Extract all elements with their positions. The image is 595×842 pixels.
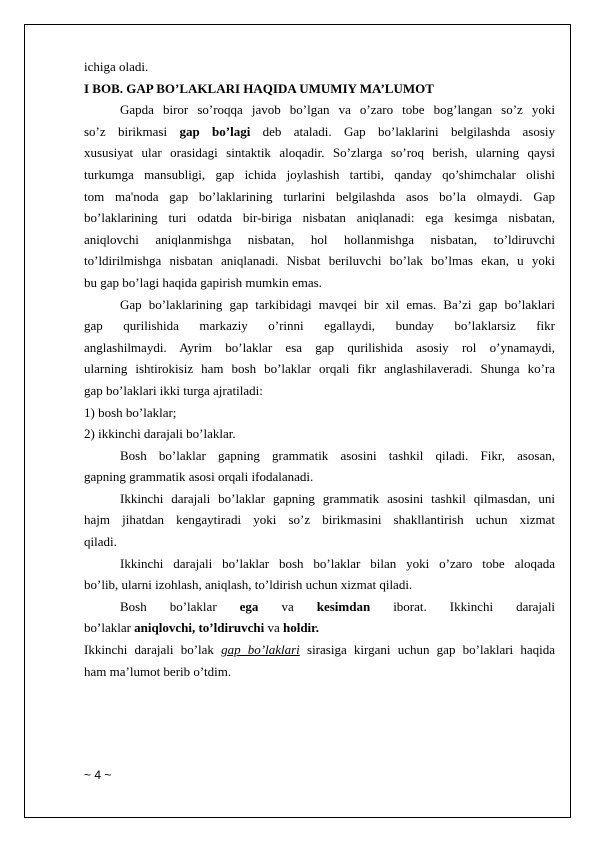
paragraph-line: to’ldirilmishga nisbatan aniqlanadi. Nisbat beriluvchi bo’lak bo’lmas ekan, u yoki <box>84 253 555 269</box>
paragraph-line: qiladi. <box>84 534 117 550</box>
bold-term: ega <box>239 598 259 614</box>
text-run: iborat. Ikkinchi darajali <box>393 598 556 614</box>
paragraph-line: bu gap bo’lagi haqida gapirish mumkin emas. <box>84 274 322 290</box>
paragraph-line <box>84 617 555 639</box>
paragraph-line: turkumga mansubligi, gap ichida joylashish tartibi, qanday qo’shimchalar olishi <box>84 166 555 182</box>
bold-term: holdir. <box>282 620 319 636</box>
paragraph-line: bo’lib, ularni izohlash, aniqlash, to’ldirish uchun xizmat qiladi. <box>84 577 413 593</box>
text-run: Bosh bo’laklar <box>120 598 217 614</box>
text-run: Ikkinchi darajali bo’lak <box>84 642 214 658</box>
list-item: 1) bosh bo’laklar; <box>84 404 177 420</box>
bold-term: aniqlovchi, to’ldiruvchi <box>134 620 265 636</box>
document-body <box>84 56 555 682</box>
paragraph-line: tom ma'noda gap bo’laklarining turlarini belgilashda asos bo’la olmaydi. Gap <box>84 188 555 204</box>
paragraph-line: Bosh bo’laklar gapning grammatik asosini tashkil qiladi. Fikr, asosan, <box>120 447 555 463</box>
bold-term: gap bo’lagi <box>179 123 251 139</box>
paragraph-line: ham ma’lumot berib o’tdim. <box>84 663 232 679</box>
text-run: deb ataladi. Gap bo’laklarini belgilashda asosiy <box>262 123 556 139</box>
paragraph-line: aniqlovchi aniqlanmishga nisbatan, hol hollanmishga nisbatan, to’ldiruvchi <box>84 231 555 247</box>
list-item: 2) ikkinchi darajali bo’laklar. <box>84 426 236 442</box>
paragraph-line <box>84 121 555 143</box>
text-run: va <box>267 620 280 636</box>
paragraph-line: Ikkinchi darajali bo’laklar gapning grammatik asosini tashkil qilmasdan, uni <box>120 490 555 506</box>
paragraph-line: anglashilmaydi. Ayrim bo’laklar esa gap qurilishida asosiy rol o’ynamaydi, <box>84 339 555 355</box>
gap-bolaklari-link[interactable]: gap bo’laklari <box>221 642 300 658</box>
paragraph-line: Gap bo’laklarining gap tarkibidagi mavqei bir xil emas. Ba’zi gap bo’laklari <box>120 296 555 312</box>
bold-term: kesimdan <box>316 598 371 614</box>
text-line: ichiga oladi. <box>84 59 149 74</box>
paragraph-line: hajm jihatdan kengaytiradi yoki so’z birikmasini shakllantirish uchun xizmat <box>84 512 555 528</box>
paragraph-line: Ikkinchi darajali bo’laklar bosh bo’laklar bilan yoki o’zaro tobe aloqada <box>120 555 555 571</box>
chapter-heading: I BOB. GAP BO’LAKLARI HAQIDA UMUMIY MA’LUMOT <box>84 80 434 96</box>
paragraph-line <box>84 596 555 618</box>
page-number: ~ 4 ~ <box>84 768 112 782</box>
paragraph-line: gap bo’laklari ikki turga ajratiladi: <box>84 382 263 398</box>
paragraph-line: xususiyat ular orasidagi sintaktik aloqadir. So’zlarga so’roq berish, ularning qaysi <box>84 145 555 161</box>
text-run: va <box>281 598 294 614</box>
paragraph-line: Gapda biror so’roqqa javob bo’lgan va o’zaro tobe bog’langan so’z yoki <box>120 102 555 118</box>
paragraph-line: bo’laklarining turi odatda bir-biriga nisbatan aniqlanadi: ega kesimga nisbatan, <box>84 210 555 226</box>
text-run: sirasiga kirgani uchun gap bo’laklari haqida <box>307 642 556 658</box>
paragraph-line: gapning grammatik asosi orqali ifodalanadi. <box>84 469 314 485</box>
text-run: bo’laklar <box>84 620 131 636</box>
paragraph-line: gap qurilishida markaziy o’rinni egallaydi, bunday bo’laklarsiz fikr <box>84 318 555 334</box>
paragraph-line: ularning ishtirokisiz ham bosh bo’laklar orqali fikr anglashilaveradi. Shunga ko’ra <box>84 361 555 377</box>
paragraph-line <box>84 639 555 661</box>
text-run: so’z birikmasi <box>84 123 168 139</box>
